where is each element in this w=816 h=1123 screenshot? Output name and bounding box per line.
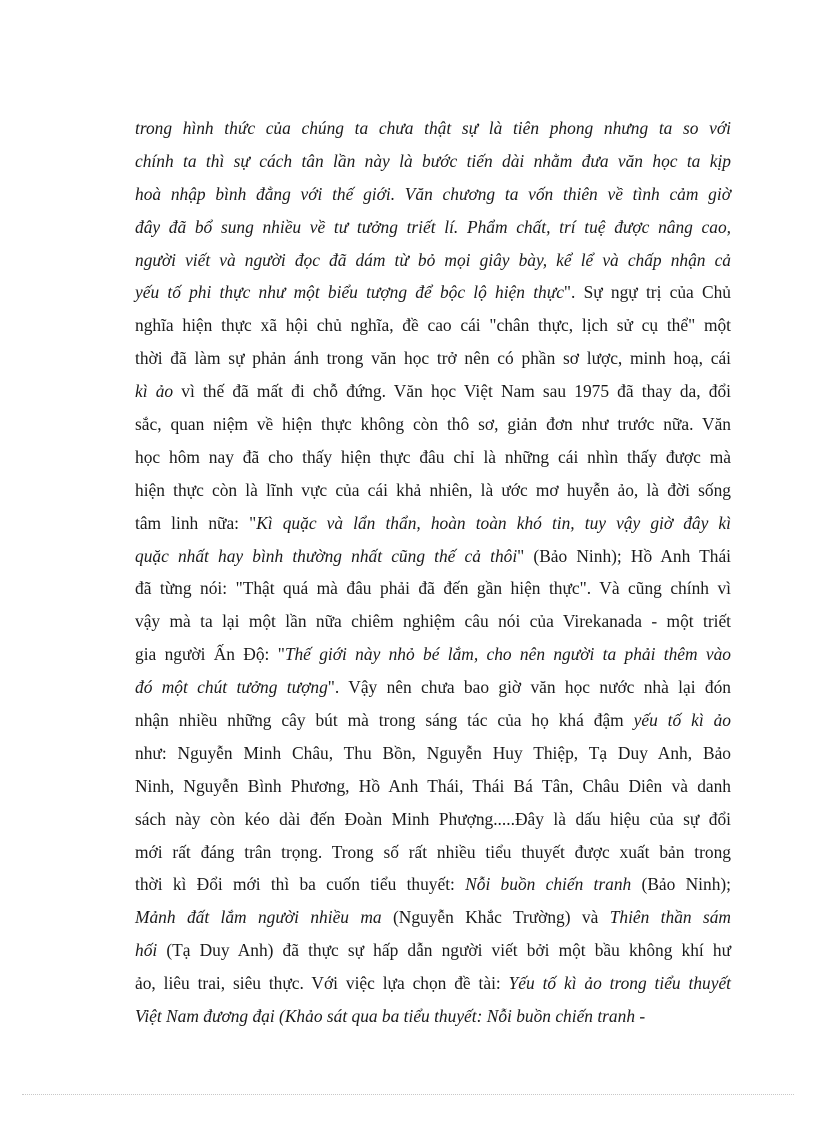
italic-run: Việt Nam đương đại (Khảo sát qua ba tiểu thuyết: Nỗi buồn chiến tranh - — [135, 1006, 646, 1027]
text-run: gia người Ấn Độ: " — [135, 644, 285, 665]
text-run: nghĩa hiện thực xã hội chủ nghĩa, đề cao cái "chân thực, lịch sử cụ thể" một — [135, 315, 731, 336]
italic-run: hoà nhập bình đẳng với thế giới. Văn chương ta vốn thiên về tình cảm giờ — [135, 183, 731, 204]
text-run: thời kì Đổi mới thì ba cuốn tiểu thuyết: — [135, 874, 466, 895]
text-run: thời đã làm sự phản ánh trong văn học trở nên có phần sơ lược, minh hoạ, cái — [135, 348, 731, 369]
text-run: (Nguyễn Khắc Trường) và — [381, 907, 610, 928]
italic-run: hối — [135, 940, 158, 961]
text-line — [135, 507, 731, 540]
italic-run: trong hình thức của chúng ta chưa thật sự là tiên phong nhưng ta so với — [135, 118, 731, 138]
text-run: tâm linh nữa: " — [135, 512, 257, 533]
text-run: ảo, liêu trai, siêu thực. Với việc lựa chọn đề tài: — [135, 973, 509, 994]
text-line — [135, 671, 731, 704]
italic-run: đây đã bổ sung nhiều về tư tưởng triết lí. Phẩm chất, trí tuệ được nâng cao, — [135, 216, 731, 237]
text-line — [135, 540, 731, 573]
text-line — [135, 605, 731, 638]
text-run: sắc, quan niệm về hiện thực không còn thô sơ, giản đơn như trước nữa. Văn — [135, 414, 731, 435]
text-run: ". Sự ngự trị của Chủ — [563, 282, 731, 303]
italic-run: Kì quặc và lẩn thẩn, hoàn toàn khó tin, tuy vậy giờ đây kì — [256, 512, 731, 533]
text-run: như: Nguyễn Minh Châu, Thu Bồn, Nguyễn Huy Thiệp, Tạ Duy Anh, Bảo — [135, 742, 731, 763]
text-line — [135, 770, 731, 803]
text-line — [135, 441, 731, 474]
text-run: vì thế đã mất đi chỗ đứng. Văn học Việt Nam sau 1975 đã thay da, đổi — [173, 381, 731, 402]
text-run: (Tạ Duy Anh) đã thực sự hấp dẫn người viết bởi một bầu không khí hư — [157, 940, 731, 961]
italic-run: Thế giới này nhỏ bé lắm, cho nên người ta phải thêm vào — [284, 644, 731, 665]
text-line — [135, 868, 731, 901]
text-run: hiện thực còn là lĩnh vực của cái khả nhiên, là ước mơ huyễn ảo, là đời sống — [135, 479, 731, 500]
text-line — [135, 474, 731, 507]
text-run: nhận nhiều những cây bút mà trong sáng tác của họ khá đậm — [135, 710, 634, 731]
text-run: học hôm nay đã cho thấy hiện thực đâu chỉ là những cái nhìn thấy được mà — [135, 446, 731, 467]
text-line — [135, 112, 731, 145]
text-line — [135, 375, 731, 408]
text-line — [135, 704, 731, 737]
italic-run: yếu tố phi thực như một biểu tượng để bộc lộ hiện thực — [135, 282, 564, 303]
text-line — [135, 934, 731, 967]
text-run: " (Bảo Ninh); Hồ Anh Thái — [517, 545, 731, 566]
italic-run: yếu tố kì ảo — [633, 710, 731, 731]
text-line — [135, 211, 731, 244]
text-line — [135, 803, 731, 836]
italic-run: Mảnh đất lắm người nhiều ma — [135, 907, 382, 928]
text-line — [135, 638, 731, 671]
italic-run: Yếu tố kì ảo trong tiểu thuyết — [508, 973, 731, 994]
text-line — [135, 244, 731, 277]
document-body — [135, 112, 731, 1033]
text-run: Ninh, Nguyễn Bình Phương, Hồ Anh Thái, Thái Bá Tân, Châu Diên và danh — [135, 775, 731, 796]
text-line — [135, 309, 731, 342]
text-run: sách này còn kéo dài đến Đoàn Minh Phượng.....Đây là dấu hiệu của sự đổi — [135, 808, 731, 829]
text-line — [135, 572, 731, 605]
italic-run: người viết và người đọc đã dám từ bỏ mọi giây bày, kể lể và chấp nhận cả — [135, 249, 731, 270]
text-line — [135, 276, 731, 309]
italic-run: chính ta thì sự cách tân lần này là bước tiến dài nhằm đưa văn học ta kịp — [135, 150, 731, 171]
text-run: vậy mà ta lại một lần nữa chiêm nghiệm câu nói của Virekanada - một triết — [135, 611, 731, 632]
italic-run: quặc nhất hay bình thường nhất cũng thế cả thôi — [135, 545, 518, 566]
text-line — [135, 145, 731, 178]
text-line — [135, 901, 731, 934]
page-bottom-divider — [22, 1094, 794, 1095]
text-line — [135, 967, 731, 1000]
text-line — [135, 1000, 731, 1033]
italic-run: Nỗi buồn chiến tranh — [465, 874, 632, 895]
text-line — [135, 737, 731, 770]
text-line — [135, 342, 731, 375]
italic-run: đó một chút tưởng tượng — [135, 677, 328, 698]
italic-run: Thiên thần sám — [609, 907, 731, 928]
italic-run: kì ảo — [135, 381, 174, 402]
text-run: mới rất đáng trân trọng. Trong số rất nhiều tiểu thuyết được xuất bản trong — [135, 841, 731, 862]
text-line — [135, 836, 731, 869]
text-run: đã từng nói: "Thật quá mà đâu phải đã đến gần hiện thực". Và cũng chính vì — [135, 578, 731, 599]
text-run: ". Vậy nên chưa bao giờ văn học nước nhà lại đón — [327, 677, 731, 698]
text-line — [135, 178, 731, 211]
text-line — [135, 408, 731, 441]
text-run: (Bảo Ninh); — [631, 874, 732, 895]
